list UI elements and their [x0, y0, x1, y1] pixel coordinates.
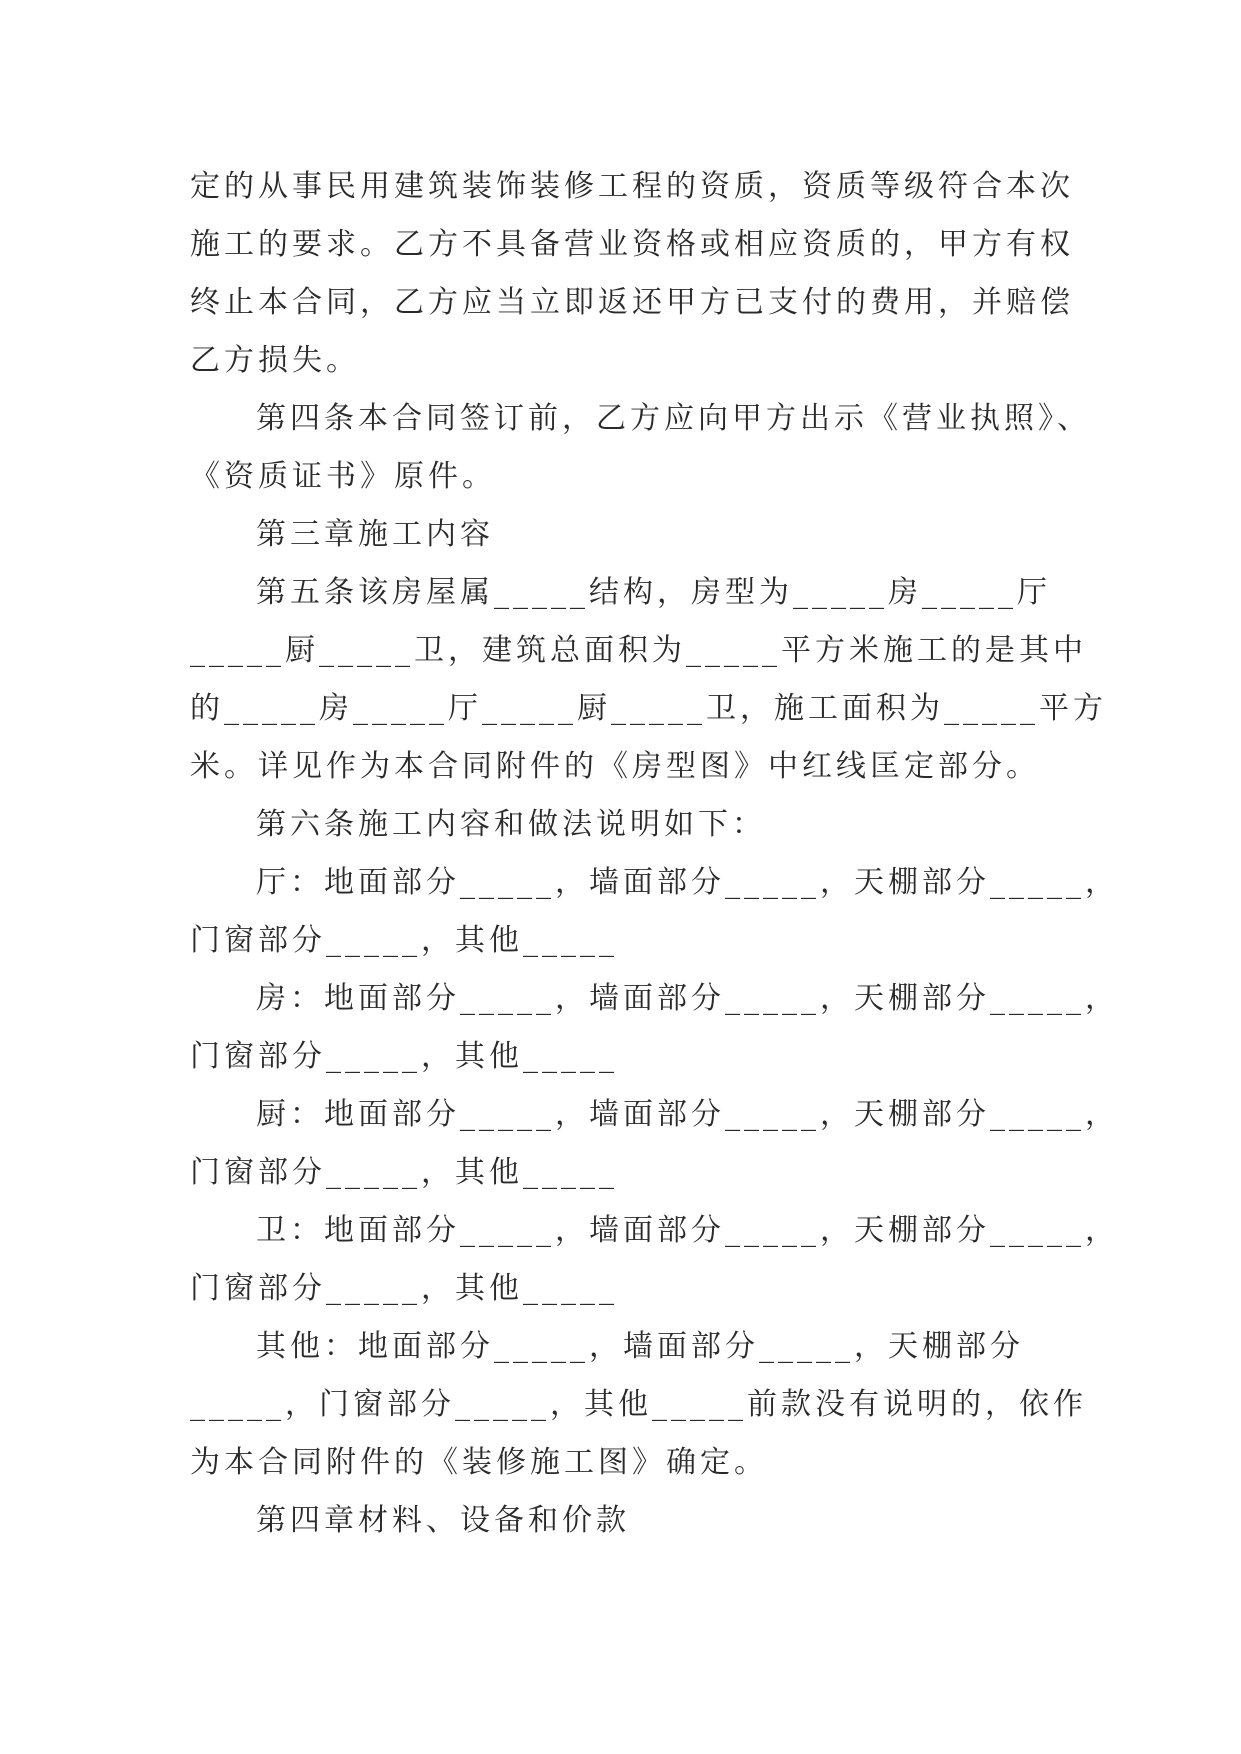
text-line: 第三章施工内容	[256, 517, 494, 552]
text-line: 为本合同附件的《装修施工图》确定。	[190, 1445, 768, 1480]
text-line: 施工的要求。乙方不具备营业资格或相应资质的，甲方有权	[190, 227, 1074, 262]
text-line: 第四条本合同签订前，乙方应向甲方出示《营业执照》、	[256, 401, 1091, 436]
text-line: 门窗部分_____，其他_____	[190, 1271, 618, 1306]
text-line: 门窗部分_____，其他_____	[190, 1039, 618, 1074]
text-line: 终止本合同，乙方应当立即返还甲方已支付的费用，并赔偿	[190, 285, 1074, 320]
text-line: 房：地面部分_____，墙面部分_____，天棚部分_____，	[256, 981, 1119, 1016]
text-line: 第四章材料、设备和价款	[256, 1503, 630, 1538]
text-line: 厅：地面部分_____，墙面部分_____，天棚部分_____，	[256, 865, 1119, 900]
text-line: 第六条施工内容和做法说明如下：	[256, 807, 766, 842]
contract-text-body	[190, 158, 1119, 1550]
text-line: 门窗部分_____，其他_____	[190, 923, 618, 958]
text-line: _____，门窗部分_____，其他_____前款没有说明的，依作	[190, 1387, 1087, 1422]
text-line: 的_____房_____厅_____厨_____卫，施工面积为_____平方	[190, 691, 1107, 726]
text-line: _____厨_____卫，建筑总面积为_____平方米施工的是其中	[190, 633, 1087, 668]
text-line: 米。详见作为本合同附件的《房型图》中红线匡定部分。	[190, 749, 1040, 784]
text-line: 厨：地面部分_____，墙面部分_____，天棚部分_____，	[256, 1097, 1119, 1132]
text-line: 乙方损失。	[190, 343, 360, 378]
text-line: 第五条该房屋属_____结构，房型为_____房_____厅	[256, 575, 1051, 610]
text-line: 门窗部分_____，其他_____	[190, 1155, 618, 1190]
text-line: 卫：地面部分_____，墙面部分_____，天棚部分_____，	[256, 1213, 1119, 1248]
text-line: 《资质证书》原件。	[190, 459, 496, 494]
text-line: 其他：地面部分_____，墙面部分_____，天棚部分	[256, 1329, 1024, 1364]
text-line: 定的从事民用建筑装饰装修工程的资质，资质等级符合本次	[190, 169, 1074, 204]
